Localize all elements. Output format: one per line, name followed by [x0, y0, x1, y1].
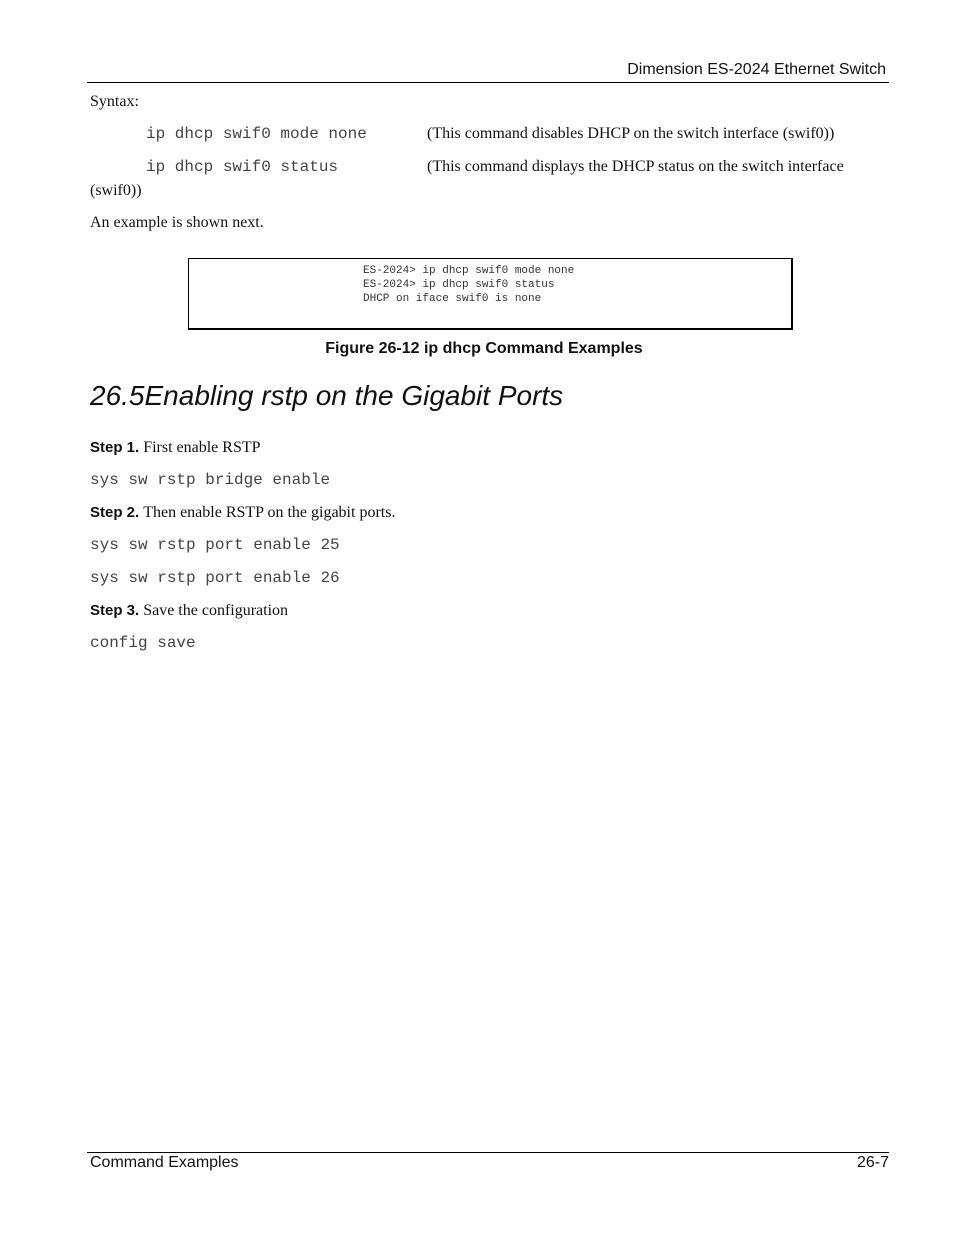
step-text: Then enable RSTP on the gigabit ports.: [143, 504, 396, 521]
syntax-label: Syntax:: [90, 93, 139, 110]
step-label: Step 1.: [90, 439, 140, 456]
intro-paragraph: An example is shown next.: [90, 214, 264, 231]
header-divider: [87, 82, 889, 83]
step-command: sys sw rstp port enable 26: [90, 569, 340, 587]
example-code-line: ES-2024> ip dhcp swif0 mode none: [363, 265, 575, 277]
syntax-description-continued: (swif0)): [90, 182, 142, 199]
figure-caption: Figure 26-12 ip dhcp Command Examples: [325, 340, 643, 357]
step-command: sys sw rstp port enable 25: [90, 536, 340, 554]
example-code-box: [188, 258, 793, 330]
example-code-line: DHCP on iface swif0 is none: [363, 293, 542, 305]
syntax-description: (This command disables DHCP on the switch interface (swif0)): [427, 125, 835, 142]
step-command: config save: [90, 634, 196, 652]
page-header-title: Dimension ES-2024 Ethernet Switch: [627, 61, 886, 78]
step-2: [90, 504, 395, 522]
syntax-description: (This command displays the DHCP status on the switch interface: [427, 158, 844, 175]
step-3: [90, 602, 288, 620]
step-text: Save the configuration: [143, 602, 289, 619]
step-command: sys sw rstp bridge enable: [90, 471, 331, 489]
footer-page-number: 26-7: [856, 1154, 889, 1171]
example-code-line: ES-2024> ip dhcp swif0 status: [363, 279, 555, 291]
footer-chapter-title: Command Examples: [90, 1154, 239, 1171]
footer-divider: [87, 1152, 889, 1153]
syntax-command: ip dhcp swif0 mode none: [146, 125, 367, 143]
step-text: First enable RSTP: [143, 439, 261, 456]
step-1: [90, 439, 261, 457]
syntax-command: ip dhcp swif0 status: [146, 158, 339, 176]
section-heading: 26.5Enabling rstp on the Gigabit Ports: [90, 380, 564, 411]
step-label: Step 2.: [90, 504, 140, 521]
step-label: Step 3.: [90, 602, 140, 619]
